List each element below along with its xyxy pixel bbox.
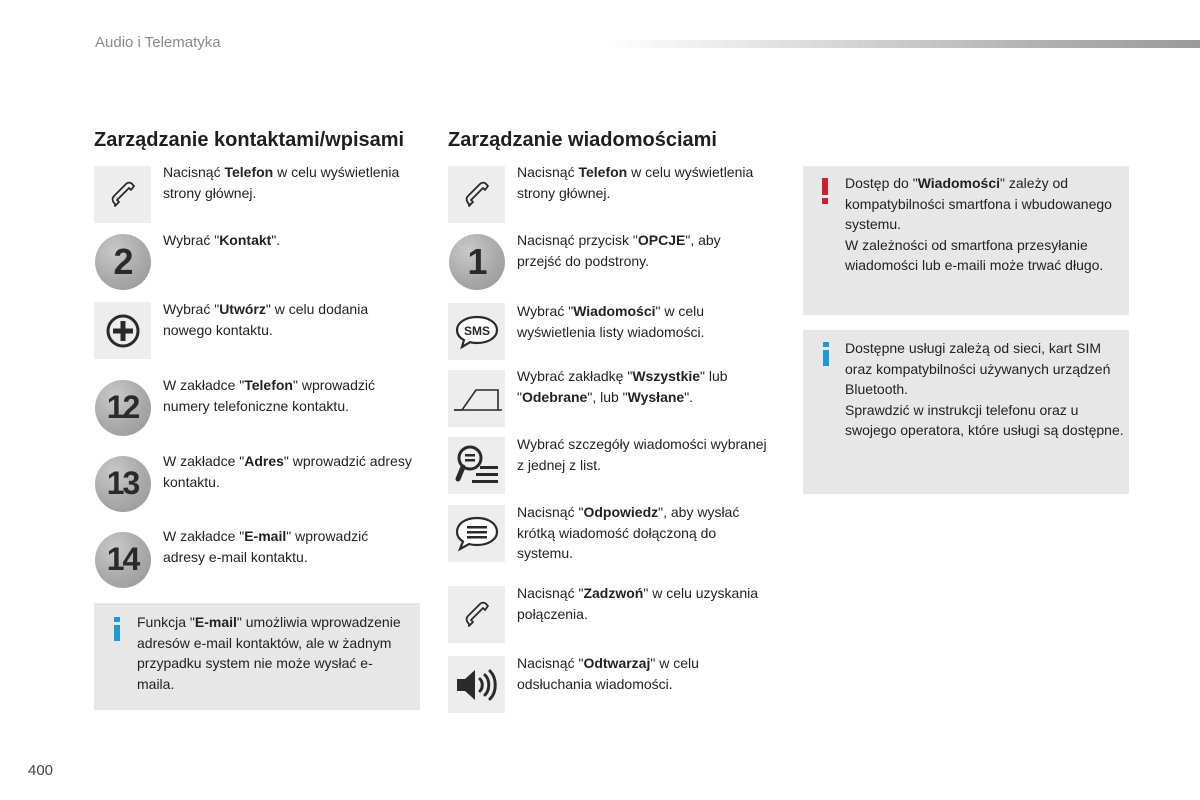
text-fragment: Wybrać " [163,232,220,248]
text-fragment: Nacisnąć [517,164,579,180]
warning-icon [820,178,830,210]
number-badge: 13 [94,455,151,512]
note-text [845,338,1127,441]
text-fragment: " w celu uzyskania połączenia. [517,585,759,622]
tab-icon [448,370,505,427]
text-fragment: Nacisnąć [163,164,225,180]
text-emphasis: E-mail [244,528,287,544]
text-fragment: " wprowadzić numery telefoniczne kontaktu. [163,377,375,414]
text-emphasis: Zadzwoń [583,585,644,601]
sms-icon-label: SMS [463,323,490,338]
text-fragment: W zakładce " [163,453,245,469]
text-emphasis: Odtwarzaj [583,655,651,671]
speaker-icon [448,656,505,713]
step-text [163,526,413,567]
step-text [517,301,767,342]
number-badge: 2 [94,233,151,290]
detail-search-icon [448,437,505,494]
text-emphasis: Wszystkie [632,368,701,384]
text-fragment: Dostęp do " [845,175,918,191]
section-title-messages: Zarządzanie wiadomościami [448,129,717,151]
text-emphasis: Wysłane [627,388,685,405]
text-emphasis: Telefon [244,377,293,393]
note-text [845,173,1127,276]
step-text [517,653,767,694]
info-note [803,330,1129,494]
text-fragment: Nacisnąć " [517,585,584,601]
text-emphasis: Odebrane [521,388,588,405]
step-text [517,583,767,624]
header-decor-bar [605,40,1200,48]
text-fragment: ". [684,388,694,405]
text-fragment: Funkcja " [137,614,195,630]
step-text [163,451,413,492]
step-text [163,375,413,416]
number-badge: 14 [94,531,151,588]
text-emphasis: Kontakt [219,232,272,248]
text-emphasis: OPCJE [637,232,686,248]
step-text [517,434,767,475]
step-text [517,366,767,407]
page-number: 400 [28,762,54,779]
text-fragment: " w celu dodania nowego kontaktu. [163,301,369,338]
text-fragment: Wybrać " [163,301,220,317]
text-fragment: " wprowadzić adresy kontaktu. [163,453,412,490]
text-emphasis: Telefon [224,164,274,180]
text-fragment: w celu wyświetlenia strony głównej. [163,164,400,201]
text-emphasis: Adres [244,453,284,469]
text-fragment: ", lub " [587,388,628,405]
phone-icon [448,586,505,643]
text-emphasis: Odpowiedz [583,504,659,520]
info-icon [821,342,831,372]
step-text [517,230,767,271]
header-title: Audio i Telematyka [95,34,221,51]
info-note [94,603,420,710]
info-icon [112,617,122,647]
text-fragment: Wybrać " [517,303,574,319]
section-title-contacts: Zarządzanie kontaktami/wpisami [94,129,405,151]
text-fragment: ". [271,232,281,248]
text-fragment: ", aby przejść do podstrony. [517,232,721,269]
note-text [137,612,407,694]
text-fragment: Wybrać szczegóły wiadomości wybranej z jednej z list. [517,436,767,473]
text-emphasis: Telefon [578,164,628,180]
text-fragment: " umożliwia wprowadzenie adresów e-mail kontaktów, ale w żadnym przypadku system nie może wysłać e-maila. [137,614,401,692]
text-fragment: Dostępne usługi zależą od sieci, kart SIM oraz kompatybilności używanych urządzeń Bluetooth. [845,340,1111,397]
step-text [163,230,413,251]
text-fragment: Sprawdzić w instrukcji telefonu oraz u swojego operatora, które usługi są dostępne. [845,401,1124,438]
phone-icon [448,166,505,223]
warning-note [803,166,1129,315]
phone-icon [94,166,151,223]
text-emphasis: Utwórz [219,301,266,317]
text-emphasis: Wiadomości [917,175,1001,191]
text-fragment: " w celu wyświetlenia listy wiadomości. [517,303,705,340]
text-fragment: ", aby wysłać krótką wiadomość dołączoną do systemu. [517,504,740,561]
text-fragment: " w celu odsłuchania wiadomości. [517,655,699,692]
text-fragment: W zakładce " [163,377,245,393]
text-fragment: Nacisnąć " [517,655,584,671]
number-badge: 12 [94,379,151,436]
text-fragment: w celu wyświetlenia strony głównej. [517,164,754,201]
text-fragment: Nacisnąć " [517,504,584,520]
text-fragment: " zależy od kompatybilności smartfona i wbudowanego systemu. [845,175,1112,232]
text-fragment: " wprowadzić adresy e-mail kontaktu. [163,528,369,565]
text-emphasis: E-mail [194,614,237,630]
plus-icon [94,302,151,359]
text-fragment: " lub " [517,368,728,405]
sms-icon [448,303,505,360]
step-text [163,299,413,340]
text-fragment: W zakładce " [163,528,245,544]
step-text [517,162,767,203]
step-text [163,162,413,203]
reply-bubble-icon [448,505,505,562]
text-fragment: Nacisnąć przycisk " [517,232,638,248]
text-fragment: Wybrać zakładkę " [517,368,633,384]
text-fragment: W zależności od smartfona przesyłanie wiadomości lub e-maili może trwać długo. [845,236,1104,273]
step-text [517,502,767,564]
text-emphasis: Wiadomości [573,303,656,319]
number-badge: 1 [448,233,505,290]
